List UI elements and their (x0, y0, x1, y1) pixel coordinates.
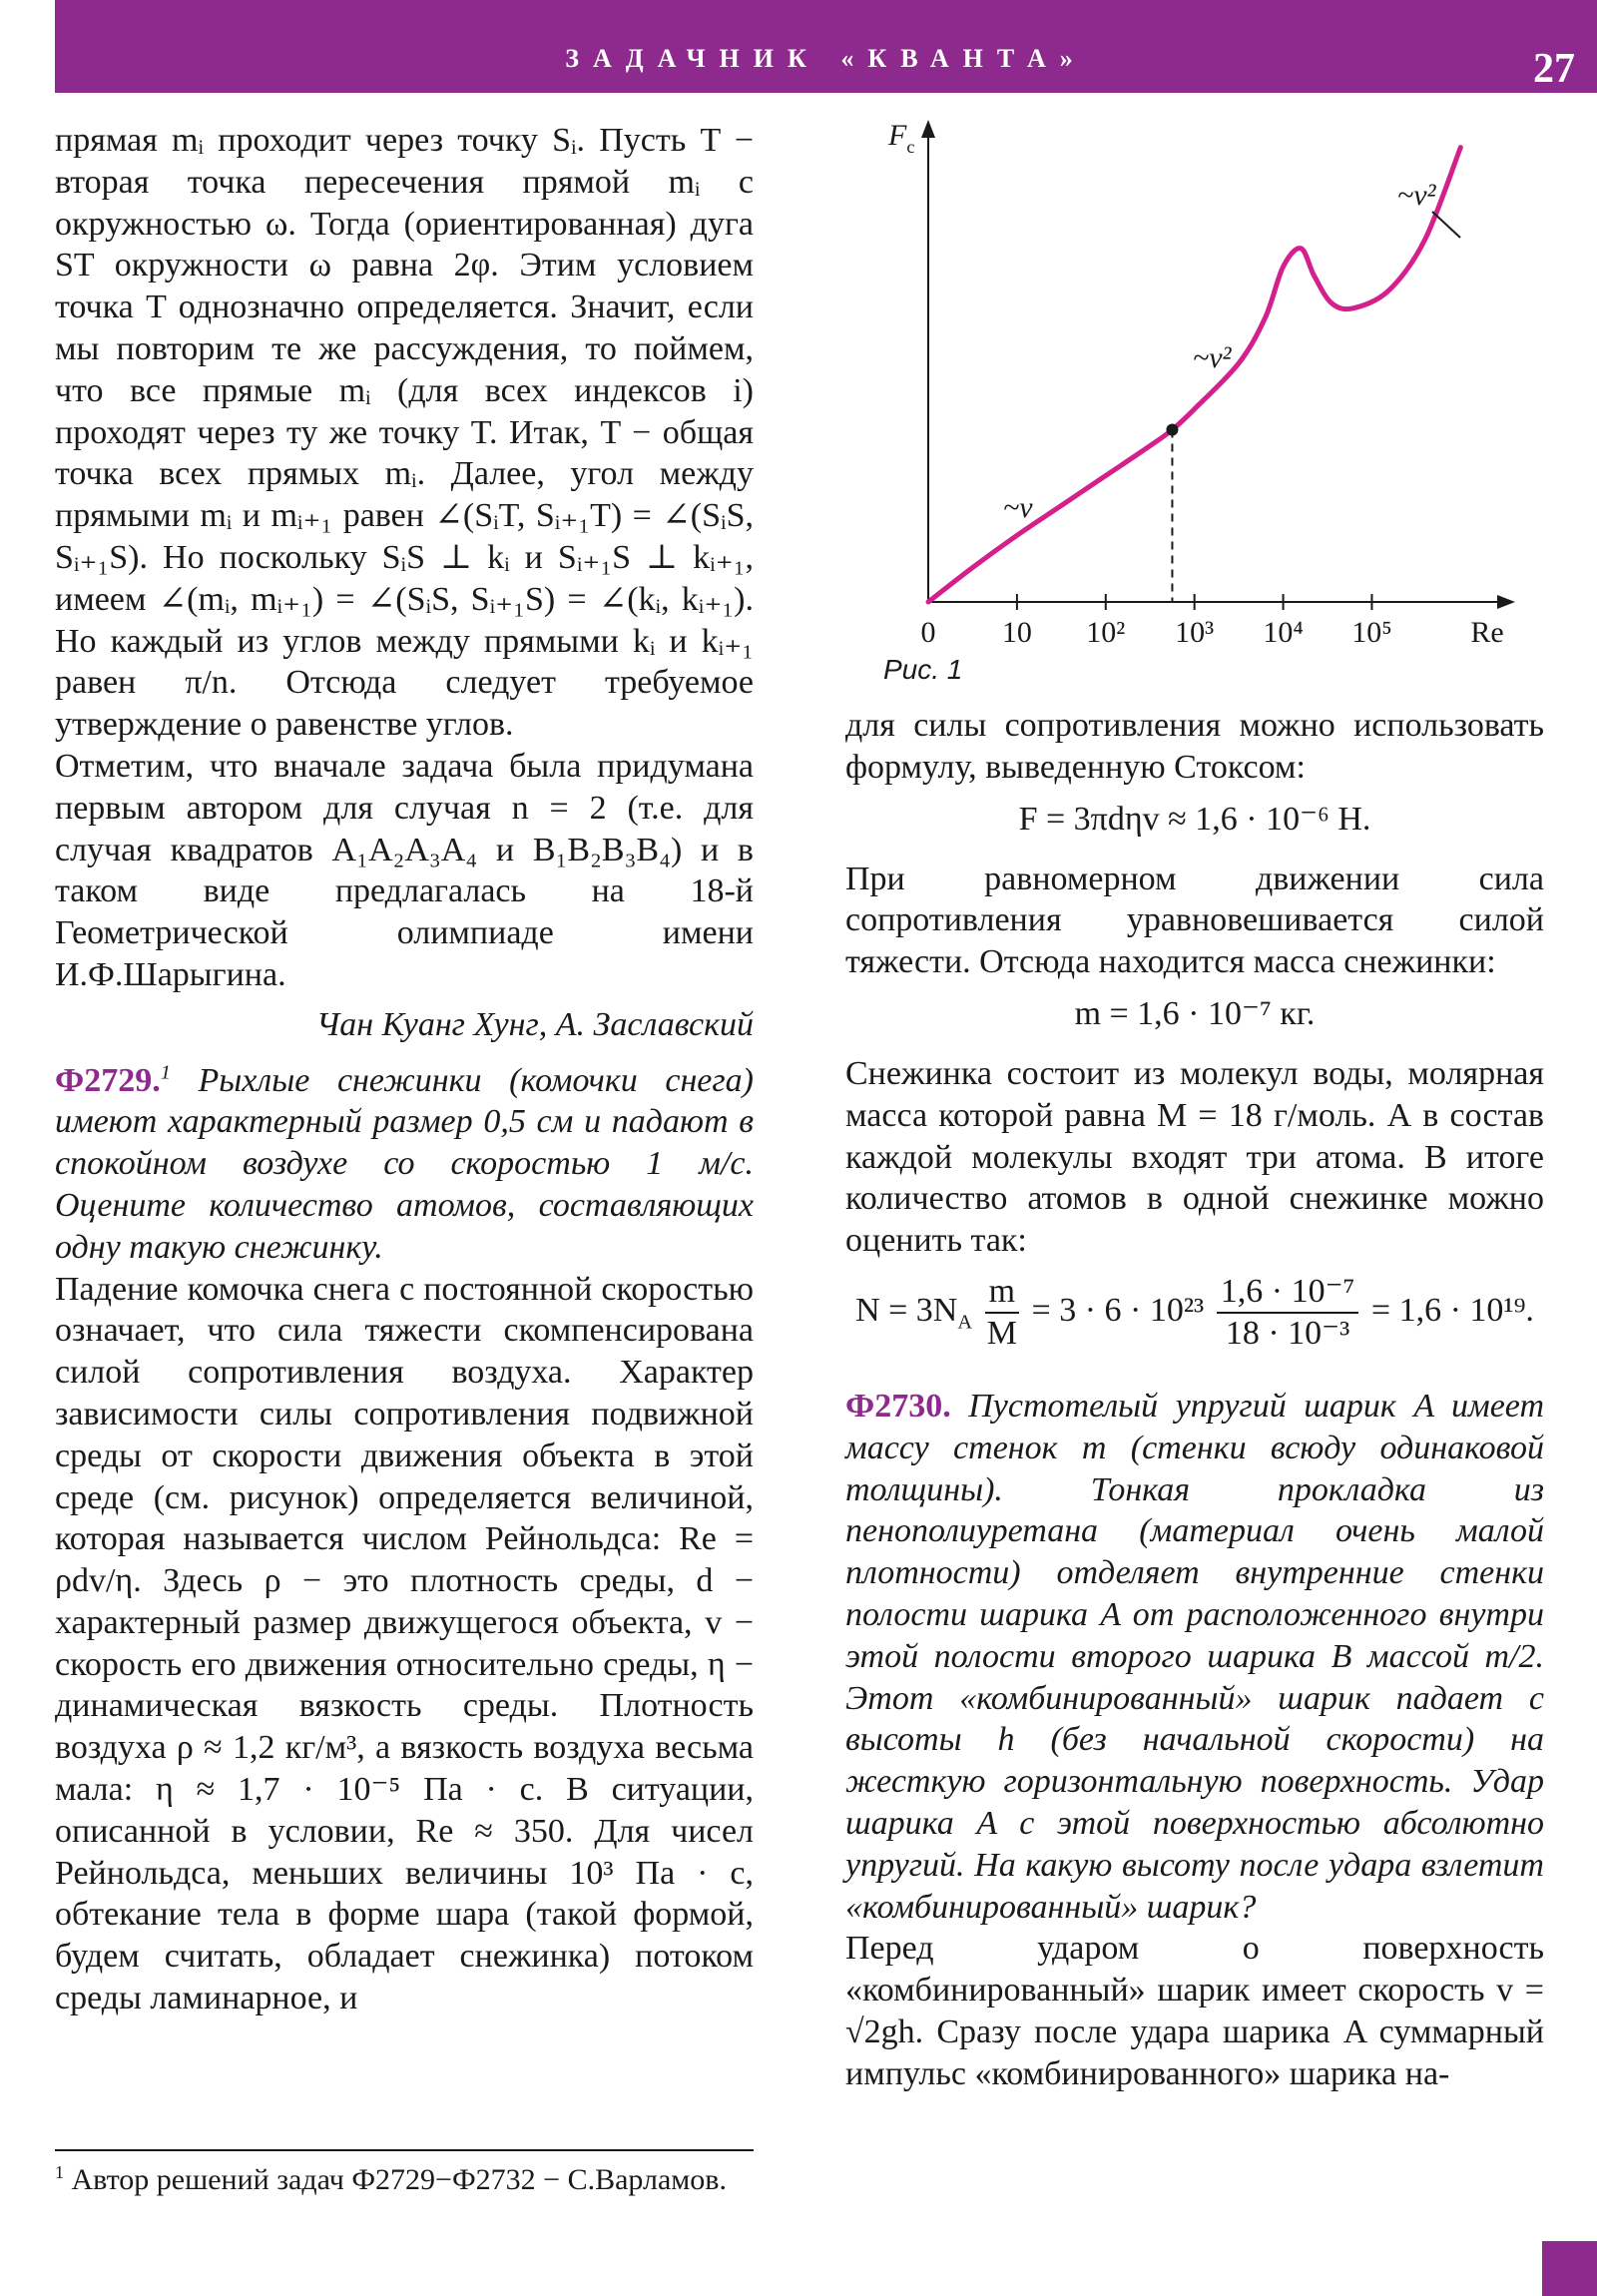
footnote (55, 2161, 754, 2199)
curve-label-linear: ~v (1003, 491, 1033, 524)
problem-text: Рыхлые снежинки (комочки снега) имеют характерный размер 0,5 см и падают в спокойном воздухе со скоростью 1 м/с. Оцените количество атомов, составляющих одну такую снежинку. (55, 1061, 754, 1266)
paragraph: прямая mᵢ проходит через точку Sᵢ. Пусть T − вторая точка пересечения прямой mᵢ с окружностью ω. Тогда (ориентированная) дуга ST окружности ω равна 2φ. Этим условием точка T однозначно определяется. Значит, если мы повторим те же рассуждения, то поймем, что все прямые mᵢ (для всех индексов i) проходят через ту же точку T. Итак, T − общая точка всех прямых mᵢ. Далее, угол между прямыми mᵢ и mᵢ₊₁ равен ∠(SᵢT, Sᵢ₊₁T) = ∠(SᵢS, Sᵢ₊₁S). Но поскольку SᵢS ⊥ kᵢ и Sᵢ₊₁S ⊥ kᵢ₊₁, имеем ∠(mᵢ, mᵢ₊₁) = ∠(SᵢS, Sᵢ₊₁S) = ∠(kᵢ, kᵢ₊₁). Но каждый из углов между прямыми kᵢ и kᵢ₊₁ равен π/n. Отсюда следует требуемое утверждение о равенстве углов. (55, 122, 754, 744)
right-column (845, 705, 1544, 2095)
x-axis-label: Re (1470, 616, 1504, 649)
y-axis-label (887, 120, 914, 157)
x-tick-label: 0 (920, 616, 936, 649)
fraction (1217, 1272, 1359, 1354)
denominator: M (986, 1314, 1017, 1352)
paragraph: При равномерном движении сила сопротивления уравновешивается силой тяжести. Отсюда находится масса снежинки: (845, 860, 1544, 981)
x-tick-label: 10 (1001, 616, 1032, 649)
paragraph: Снежинка состоит из молекул воды, молярная масса которой равна M = 18 г/моль. А в состав каждой молекулы входят три атома. В итоге количество атомов в одной снежинке можно оценить так: (845, 1054, 1544, 1260)
x-tick-label: 10³ (1175, 616, 1215, 649)
formula-part: N = 3N (855, 1291, 958, 1329)
denominator: 18 · 10⁻³ (1225, 1314, 1350, 1352)
page-number: 27 (1533, 46, 1575, 92)
figure-caption: Рис. 1 (883, 654, 963, 685)
problem-number: Ф2729. (55, 1061, 161, 1099)
corner-tab (1542, 2241, 1597, 2296)
paragraph: для силы сопротивления можно использовать формулу, выведенную Стоксом: (845, 707, 1544, 786)
page-header (55, 0, 1597, 93)
paragraph: Отметим, что вначале задача была придумана первым автором для случая n = 2 (т.е. для случая квадратов A₁A₂A₃A₄ и B₁B₂B₃B₄) и в таком виде предлагалась на 18-й Геометрической олимпиаде имени И.Ф.Шарыгина. (55, 747, 754, 993)
y-axis-label-main: F (888, 120, 907, 152)
paragraph: Перед ударом о поверхность «комбинированный» шарик имеет скорость v = √2gh. Сразу после удара шарика A суммарный импульс «комбинированного» шарика на- (845, 1930, 1544, 2092)
mass-formula: m = 1,6 · 10⁻⁷ кг. (1074, 994, 1316, 1032)
x-tick-label: 10⁴ (1263, 616, 1304, 649)
left-column (55, 120, 754, 2019)
fraction (985, 1272, 1019, 1354)
label-leader-line (1432, 212, 1460, 238)
transition-point (1166, 424, 1178, 436)
reynolds-drag-chart (858, 120, 1517, 699)
y-axis-label-sub: c (906, 137, 915, 157)
atoms-formula (845, 1272, 1544, 1354)
formula-sub: A (957, 1311, 973, 1334)
footnote-mark: 1 (160, 1061, 171, 1084)
stokes-formula: F = 3πdηv ≈ 1,6 · 10⁻⁶ Н. (1018, 800, 1371, 838)
y-axis-arrow (921, 120, 935, 138)
problem-number: Ф2730. (845, 1387, 951, 1425)
curve-label-quadratic-high: ~v² (1397, 179, 1436, 212)
footnote-text: Автор решений задач Ф2729−Ф2732 − С.Варламов. (71, 2163, 727, 2196)
x-tick-label: 10⁵ (1351, 616, 1392, 649)
curve-label-quadratic: ~v² (1193, 341, 1232, 374)
numerator: m (985, 1272, 1019, 1314)
drag-curve (928, 148, 1460, 602)
x-tick-label: 10² (1086, 616, 1126, 649)
authors-signature: Чан Куанг Хунг, А. Заславский (315, 1005, 754, 1043)
formula-part: = 3 · 6 · 10²³ (1031, 1291, 1205, 1329)
paragraph: Падение комочка снега с постоянной скоростью означает, что сила тяжести скомпенсирована силой сопротивления воздуха. Характер зависимости силы сопротивления подвижной среды от скорости движения объекта в этой среде (см. рисунок) определяется величиной, которая называется числом Рейнольдса: Re = ρdv/η. Здесь ρ − это плотность среды, d − характерный размер движущегося объекта, v − скорость его движения относительно среды, η − динамическая вязкость среды. Плотность воздуха ρ ≈ 1,2 кг/м³, а вязкость воздуха весьма мала: η ≈ 1,7 · 10⁻⁵ Па · с. В ситуации, описанной в условии, Re ≈ 350. Для чисел Рейнольдса, меньших величины 10³ Па · с, обтекание тела в форме шара (такой формой, будем считать, обладает снежинка) потоком среды ламинарное, и (55, 1270, 754, 2017)
problem-f2730 (845, 1386, 1544, 1928)
numerator: 1,6 · 10⁻⁷ (1217, 1272, 1359, 1314)
problem-text: Пустотелый упругий шарик A имеет массу стенок m (стенки всюду одинаковой толщины). Тонкая прокладка из пенополиуретана (материал очень малой плотности) отделяет внутренние стенки полости шарика A от расположенного внутри этой полости второго шарика B массой m/2. Этот «комбинированный» шарик падает с высоты h (без начальной скорости) на жесткую горизонтальную поверхность. Удар шарика A с этой поверхностью абсолютно упругий. На какую высоту после удара взлетит «комбинированный» шарик? (845, 1387, 1544, 1926)
journal-section-title: ЗАДАЧНИК «КВАНТА» (565, 44, 1087, 73)
problem-f2729 (55, 1060, 754, 1269)
footnote-divider (55, 2149, 754, 2151)
footnote-mark: 1 (55, 2162, 64, 2182)
formula-part: = 1,6 · 10¹⁹. (1370, 1291, 1534, 1329)
x-axis-arrow (1497, 595, 1515, 609)
